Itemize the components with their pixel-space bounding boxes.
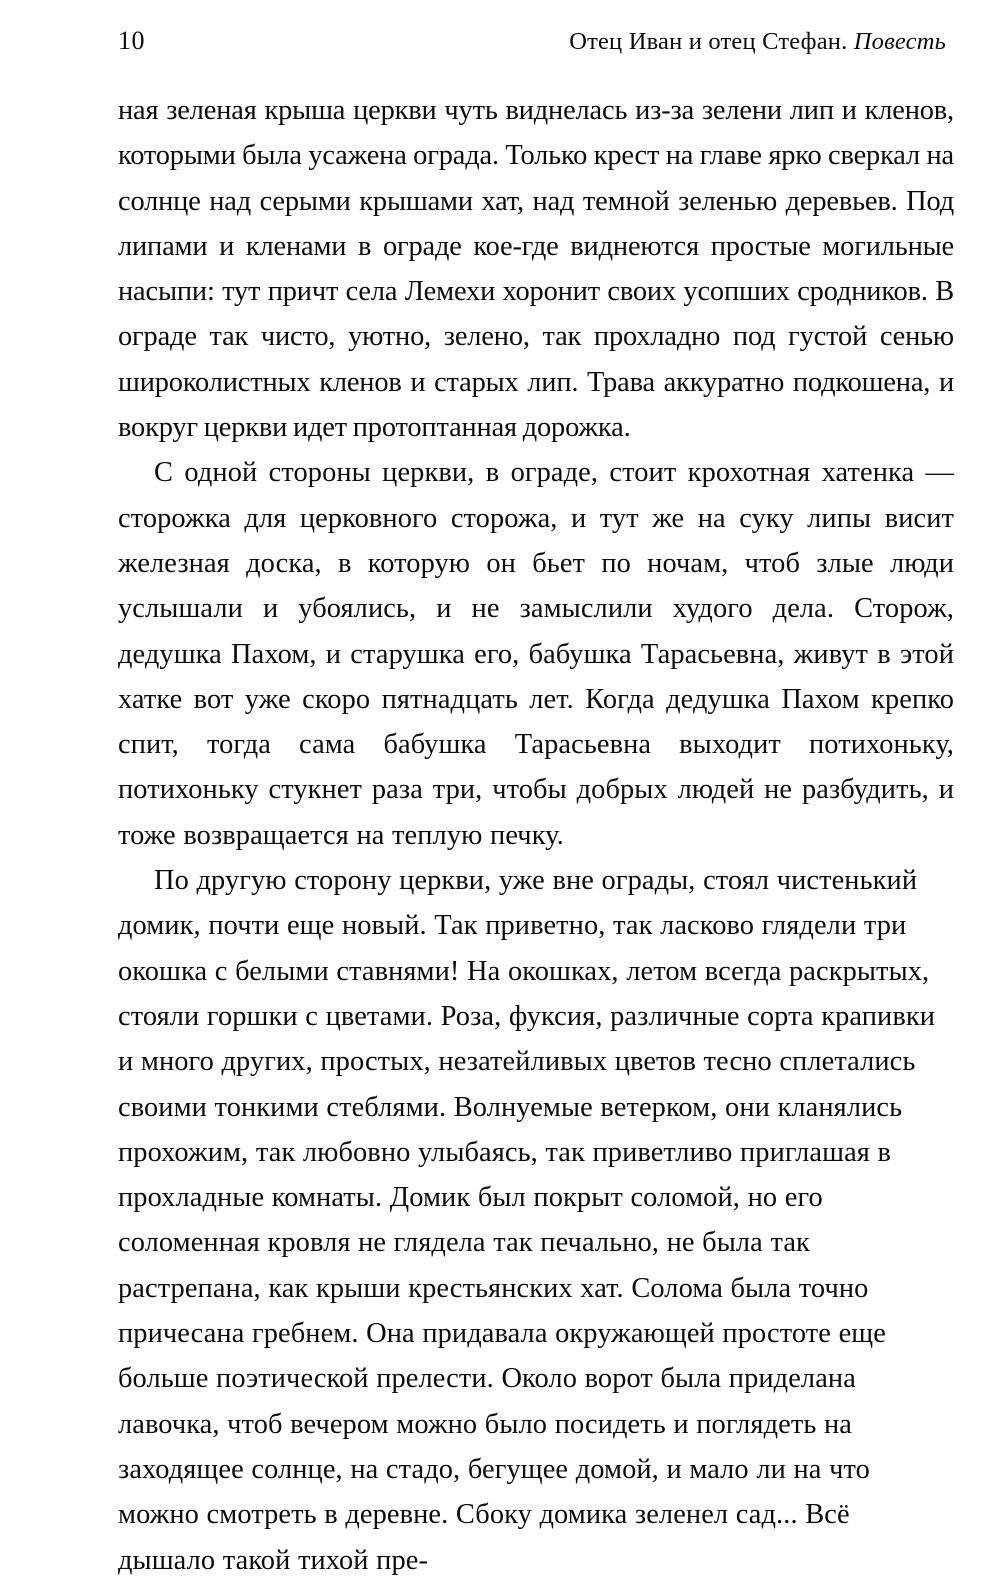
paragraph: ная зеленая крыша церкви чуть виднелась из-за зелени лип и кленов, которыми была усажена ограда. Только крест на главе ярко сверкал на солнце над серыми крышами хат, над темной зеленью деревьев. Под липами и кленами в ограде кое-где виднеются простые могильные насыпи: тут причт села Лемехи хоронит своих усопших сродников. В ограде так чисто, уютно, зелено, так прохладно под густой сенью широколистных кленов и старых лип. Трава аккуратно подкошена, и вокруг церкви идет протоптанная дорожка.: [118, 95, 954, 444]
paragraph: С одной стороны церкви, в ограде, стоит крохотная хатенка — сторожка для церковного сторожа, и тут же на суку липы висит железная доска, в которую он бьет по ночам, чтоб злые люди услышали и убоялись, и не замыслили худого дела. Сторож, дедушка Пахом, и старушка его, бабушка Тарасьевна, живут в этой хатке вот уже скоро пятнадцать лет. Когда дедушка Пахом крепко спит, тогда сама бабушка Тарасьевна выходит потихоньку, потихоньку стукнет раза три, чтобы добрых людей не разбудить, и тоже возвращается на теплую печку.: [118, 457, 954, 851]
page-number: 10: [118, 26, 145, 55]
running-title: [569, 28, 946, 56]
page-body: [118, 88, 954, 1583]
running-title-genre: Повесть: [853, 28, 946, 55]
running-title-main: Отец Иван и отец Стефан.: [569, 28, 848, 55]
page-header: [118, 26, 946, 66]
paragraph: По другую сторону церкви, уже вне ограды, стоял чистенький домик, почти еще новый. Так приветно, так ласково глядели три окошка с белыми ставнями! На окошках, летом всегда раскрытых, стояли горшки с цветами. Роза, фуксия, различные сорта крапивки и много других, простых, незатейливых цветов тесно сплетались своими тонкими стеблями. Волнуемые ветерком, они кланялись прохожим, так любовно улыбаясь, так приветливо приглашая в прохладные комнаты. Домик был покрыт соломой, но его соломенная кровля не глядела так печально, не была так растрепана, как крыши крестьянских хат. Солома была точно причесана гребнем. Она придавала окружающей простоте еще больше поэтической прелести. Около ворот была приделана лавочка, чтоб вечером можно было посидеть и поглядеть на заходящее солнце, на стадо, бегущее домой, и мало ли на что можно смотреть в деревне. Сбоку домика зеленел сад... Всё дышало такой тихой пре-: [118, 865, 936, 1576]
